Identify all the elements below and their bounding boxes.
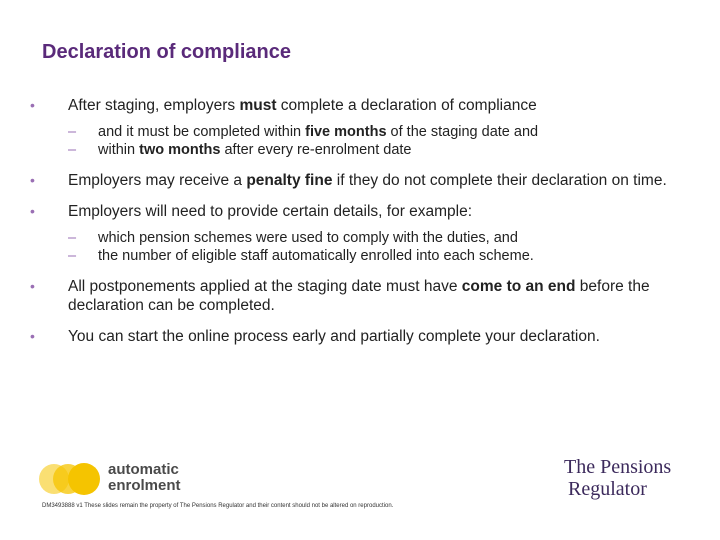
sub-text: the number of eligible staff automatically enrolled into each scheme. [98, 248, 534, 264]
sub-list [30, 123, 700, 159]
logo-line-1: automatic [108, 461, 179, 478]
bullet-item [30, 171, 700, 190]
bullet-text: complete a declaration of compliance [276, 97, 537, 114]
sub-item [68, 229, 700, 247]
bullet-text: You can start the online process early and partially complete your declaration. [68, 328, 600, 345]
bullet-text: Employers may receive a [68, 172, 247, 189]
sub-text: of the staging date and [386, 124, 539, 140]
bullet-emphasis: come to an end [461, 278, 576, 295]
bullet-marker: • [30, 278, 35, 294]
sub-text: after every re-enrolment date [220, 142, 412, 158]
bullet-item [30, 96, 700, 115]
sub-text: within [98, 142, 140, 158]
bullet-text: Employers will need to provide certain details, for example: [68, 203, 473, 220]
sub-item [68, 141, 700, 159]
bullet-list [30, 96, 700, 358]
dash-marker: – [68, 142, 77, 158]
bullet-marker: • [30, 172, 35, 188]
bullet-text: if they do not complete their declaration on time. [332, 172, 667, 189]
dash-marker: – [68, 124, 77, 140]
bullet-text: All postponements applied at the staging date must have [68, 278, 462, 295]
dash-marker: – [68, 248, 77, 264]
bullet-emphasis: penalty fine [246, 172, 333, 189]
bullet-marker: • [30, 203, 35, 219]
tpr-line-1: The Pensions [564, 456, 672, 478]
circles-logo-icon [38, 460, 104, 498]
slide-title: Declaration of compliance [42, 41, 291, 63]
sub-text: and it must be completed within [98, 124, 306, 140]
bullet-item [30, 202, 700, 221]
tpr-line-2: Regulator [568, 478, 647, 500]
sub-emphasis: two months [139, 142, 221, 158]
automatic-enrolment-logo [38, 460, 238, 500]
logo-line-2: enrolment [108, 477, 181, 494]
bullet-marker: • [30, 328, 35, 344]
pensions-regulator-logo [564, 456, 671, 500]
automatic-enrolment-wordmark [108, 462, 181, 494]
dash-marker: – [68, 230, 77, 246]
sub-item [68, 247, 700, 265]
bullet-emphasis: must [239, 97, 277, 114]
bullet-text: After staging, employers [68, 97, 240, 114]
bullet-item [30, 327, 700, 346]
bullet-marker: • [30, 97, 35, 113]
sub-text: which pension schemes were used to comply with the duties, and [98, 230, 518, 246]
bullet-text: before the declaration can be completed. [68, 278, 650, 314]
bullet-item [30, 277, 700, 315]
sub-list [30, 229, 700, 265]
sub-item [68, 123, 700, 141]
sub-emphasis: five months [305, 124, 387, 140]
footer-disclaimer: DM3493888 v1 These slides remain the property of The Pensions Regulator and their content should not be altered on reproduction. [42, 503, 394, 509]
